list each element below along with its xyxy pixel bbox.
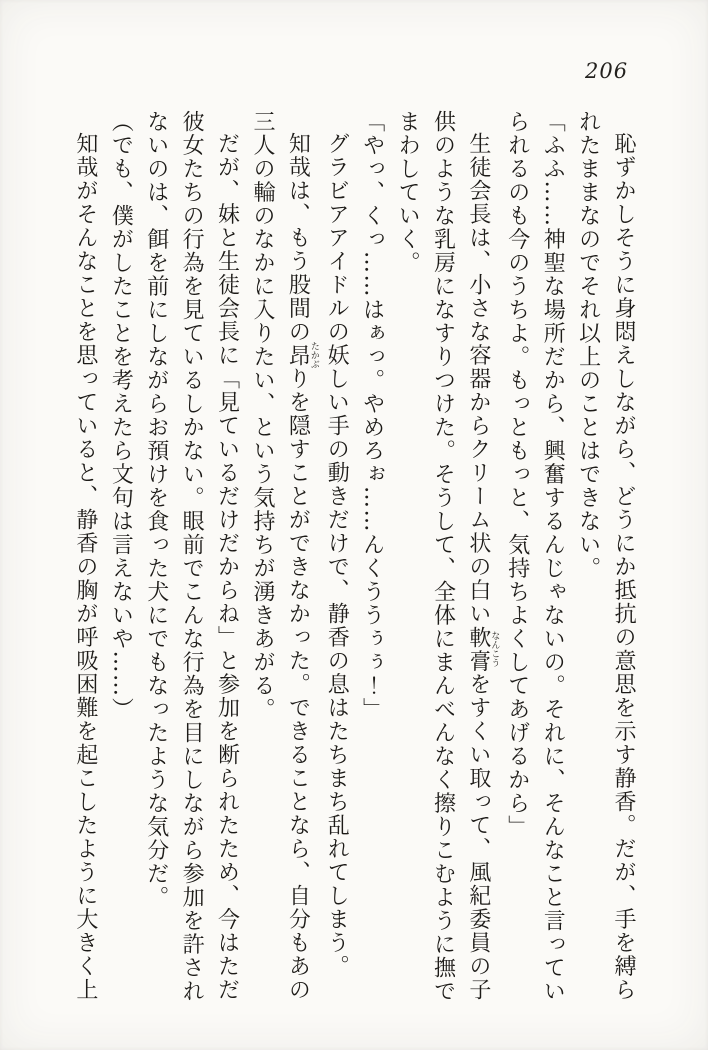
vertical-text-block <box>68 110 642 1006</box>
paragraph: （でも、僕がしたことを考えたら文句は言えないや……） <box>108 110 134 721</box>
paragraph: 恥ずかしそうに身悶えしながら、どうにか抵抗の意思を示す静香。だが、手を縛られたままなのでそれ以上のことはできない。 <box>575 110 636 1002</box>
paragraph: 「やっ、くっ……はぁっ。やめろぉ……んくううぅぅ！」 <box>359 110 385 721</box>
paragraph: グラビアアイドルの妖しい手の動きだけで、静香の息はたちまち乱れてしまう。 <box>324 132 350 978</box>
paragraph: 知哉がそんなことを思っていると、静香の胸が呼吸困難を起こしたように大きく上 <box>72 132 98 1002</box>
page-number: 206 <box>585 59 629 83</box>
paragraph: 生徒会長は、小さな容器からクリーム状の白い軟膏なんこうをすくい取って、風紀委員の子供のような乳房になすりつけた。そうして、全体にまんべんなく擦りこむように撫でまわしていく。 <box>395 110 500 1003</box>
paragraph: 知哉は、もう股間の昂たかぶりを隠すことができなかった。できることなら、自分もあの三人の輪のなかに入りたい、という気持ちが湧きあがる。 <box>249 110 319 1002</box>
paragraph: だが、妹と生徒会長に「見ているだけだからね」と参加を断られたため、今はただ彼女たちの行為を見ているしかない。眼前でこんな行為を目にしながら参加を許されないのは、餌を前にしながらお預けを食った犬にでもなったような気分だ。 <box>143 110 240 1003</box>
paragraph: 「ふふ……神聖な場所だから、興奮するんじゃないの。それに、そんなこと言っていられるのも今のうちよ。もっともっと、気持ちよくしてあげるから」 <box>504 110 566 1003</box>
